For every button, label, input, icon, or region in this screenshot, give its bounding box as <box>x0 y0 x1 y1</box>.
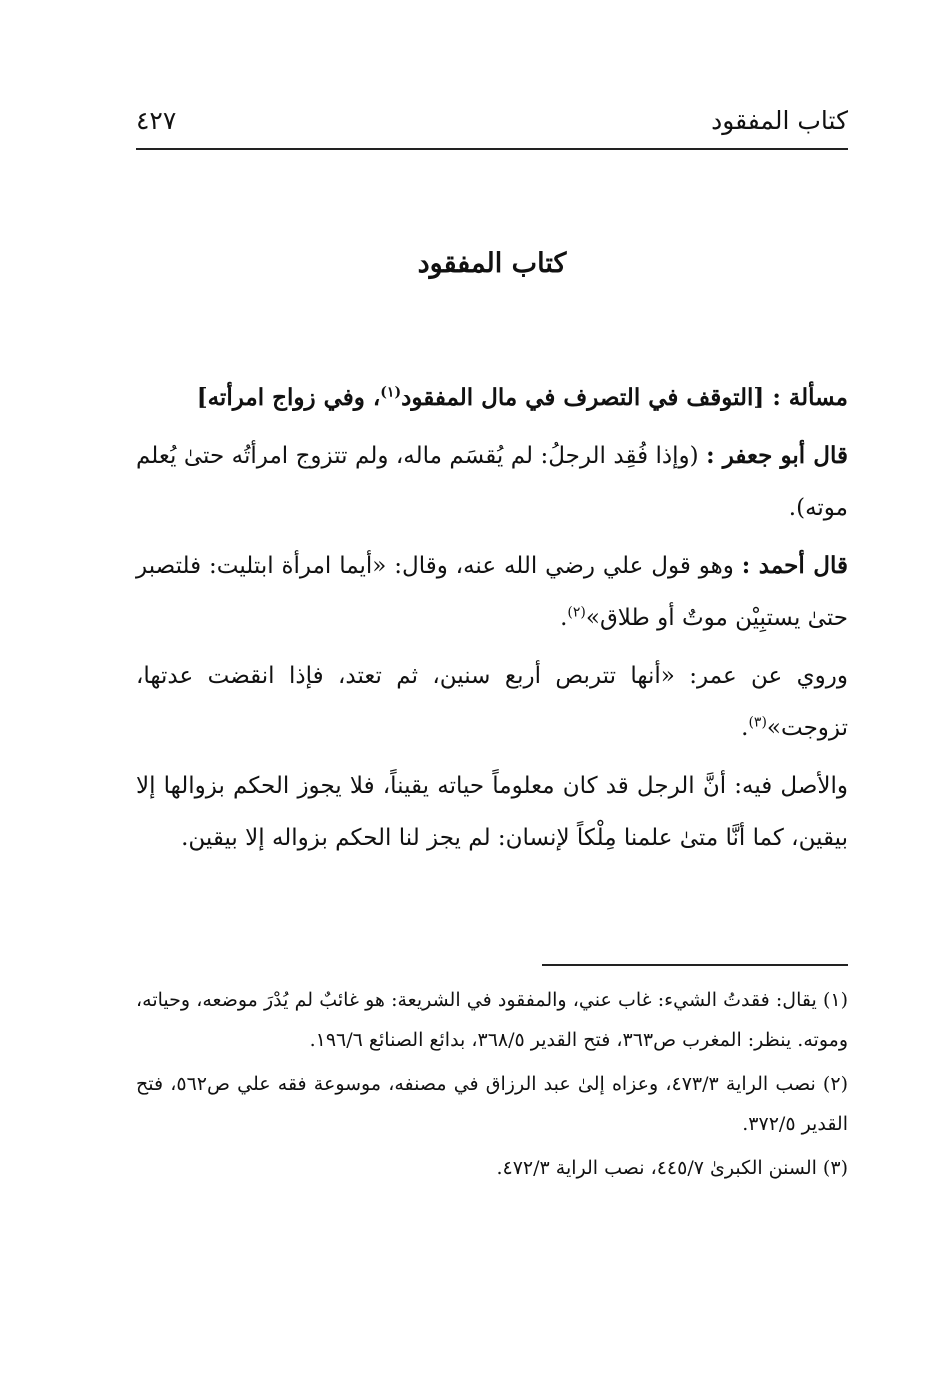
footnote-ref-2[interactable]: (٢) <box>567 604 586 621</box>
paragraph-end: . <box>560 605 568 631</box>
page-number: ٤٢٧ <box>136 105 177 135</box>
footnote-rule <box>542 964 848 966</box>
main-text <box>136 372 848 870</box>
paragraph-umar <box>136 650 848 754</box>
issue-label: مسألة : <box>772 384 848 411</box>
footnote-2: (٢) نصب الراية ٤٧٣/٣، وعزاه إلىٰ عبد الرزاق في مصنفه، موسوعة فقه علي ص٥٦٢، فتح القدير ٣٧٢/٥. <box>136 1073 848 1135</box>
paragraph-text: وهو قول علي رضي الله عنه، وقال: «أيما امرأة ابتليت: فلتصبر حتىٰ يستبِيْن موتٌ أو طلاق» <box>136 553 848 631</box>
chapter-title: كتاب المفقود <box>417 248 567 279</box>
paragraph-text: والأصل فيه: أنَّ الرجل قد كان معلوماً حياته يقيناً، فلا يجوز الحكم بزوالها إلا بيقين، كما أنَّا متىٰ علمنا مِلْكاً لإنسان: لم يجز لنا الحكم بزواله إلا بيقين. <box>136 773 848 851</box>
paragraph-ahmad <box>136 540 848 644</box>
paragraph-principle <box>136 760 848 864</box>
footnote-ref-3[interactable]: (٣) <box>748 714 767 731</box>
speaker-ahmad: قال أحمد : <box>741 552 849 579</box>
footnote-1: (١) يقال: فقدتُ الشيء: غاب عني، والمفقود في الشريعة: هو غائبٌ لم يُدْرَ موضعه، وحياته، وموته. ينظر: المغرب ص٣٦٣، فتح القدير ٣٦٨/٥، بدائع الصنائع ١٩٦/٦. <box>136 989 848 1051</box>
footnote-ref-1[interactable]: (١) <box>380 384 402 401</box>
paragraph-end: . <box>741 715 749 741</box>
paragraph-abu-jafar <box>136 430 848 534</box>
header-rule <box>136 148 848 150</box>
issue-heading <box>136 372 848 424</box>
paragraph-text: (وإذا فُقِد الرجلُ: لم يُقسَم ماله، ولم تتزوج امرأتُه حتىٰ يُعلم موته). <box>136 443 848 521</box>
issue-title-part1: [التوقف في التصرف في مال المفقود <box>401 384 765 411</box>
speaker-abu-jafar: قال أبو جعفر : <box>706 442 849 469</box>
footnote-3: (٣) السنن الكبرىٰ ٤٤٥/٧، نصب الراية ٤٧٢/٣. <box>496 1157 848 1179</box>
running-title: كتاب المفقود <box>711 105 848 135</box>
page-header <box>136 98 848 142</box>
issue-title-part2: ، وفي زواج امرأته] <box>196 384 381 411</box>
footnotes <box>136 980 848 1192</box>
paragraph-text: وروي عن عمر: «أنها تتربص أربع سنين، ثم تعتد، فإذا انقضت عدتها، تزوجت» <box>136 663 848 741</box>
